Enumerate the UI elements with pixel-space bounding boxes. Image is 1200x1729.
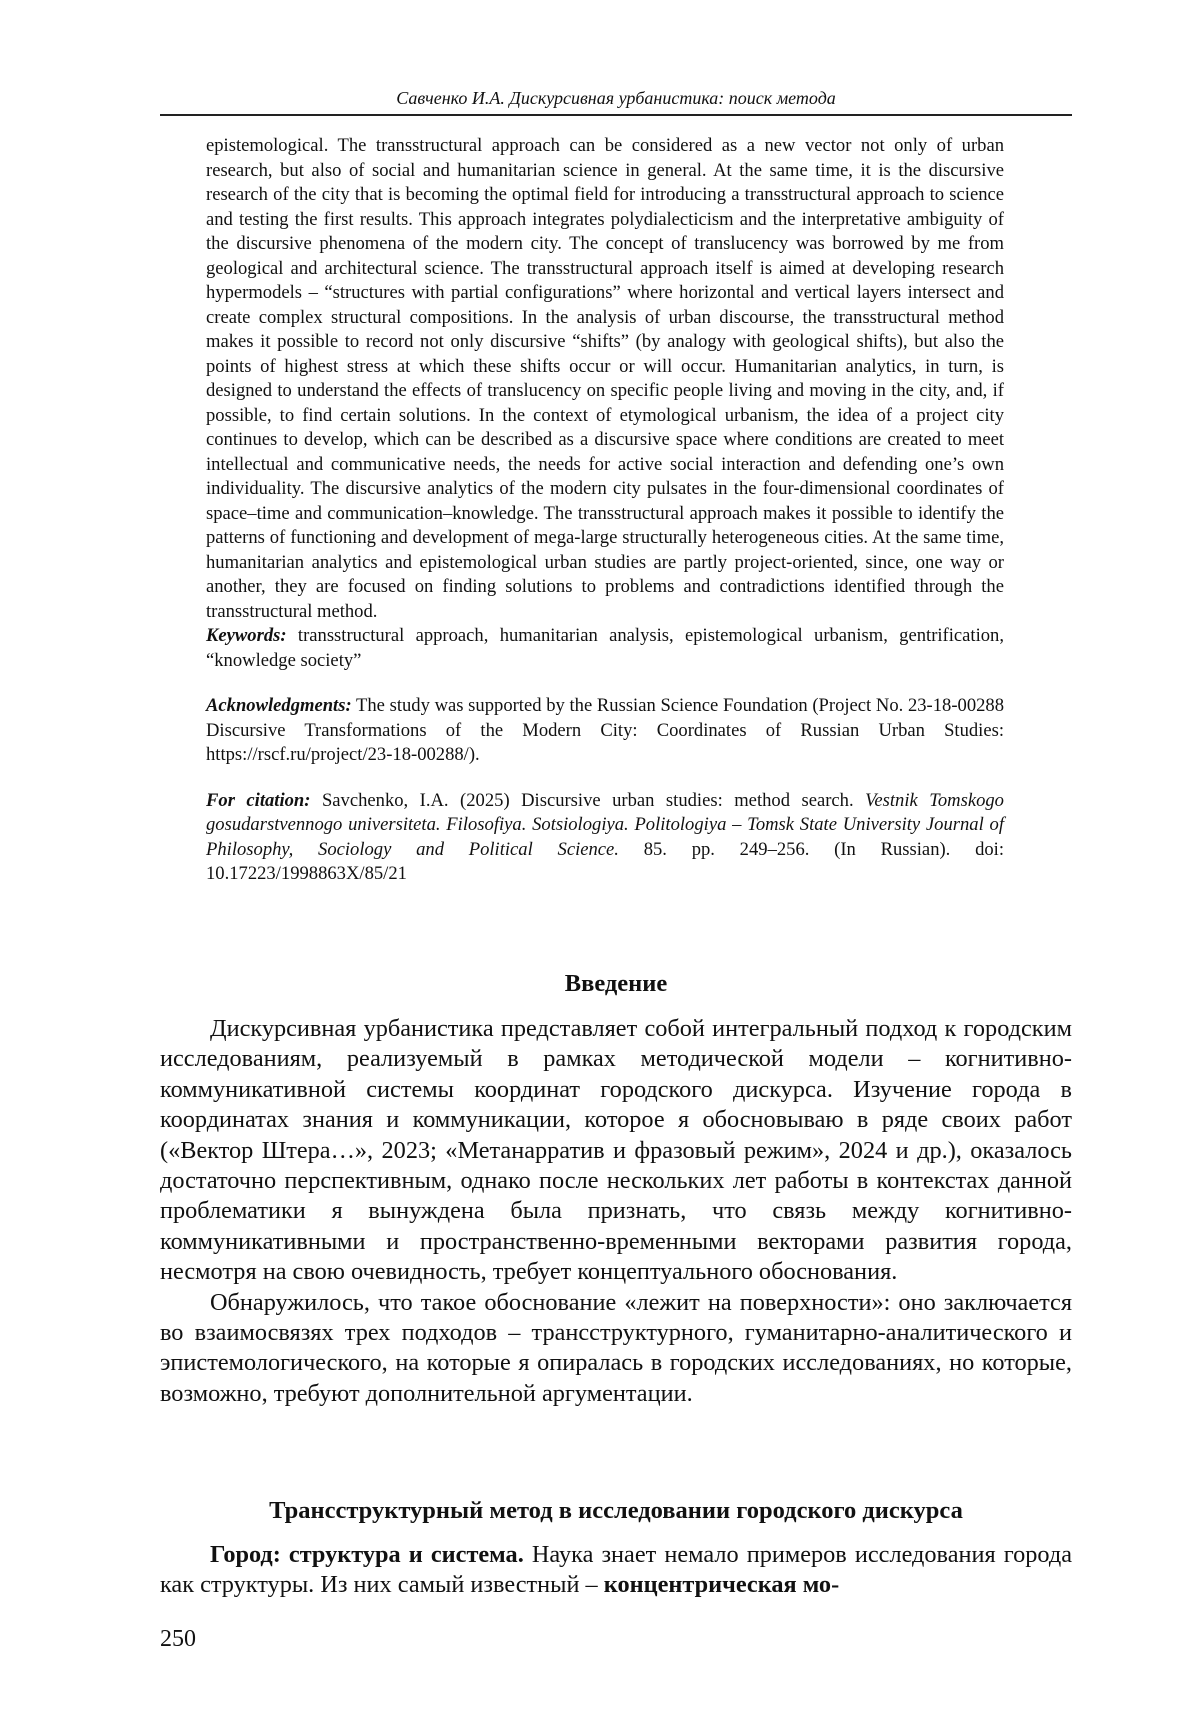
section-heading: Трансструктурный метод в исследовании городского дискурса: [269, 1497, 963, 1524]
abstract-section: [206, 134, 1004, 887]
citation-doi: (In Russian). doi: 10.17223/1998863X/85/21: [206, 838, 1004, 884]
section-text: Наука знает немало примеров исследования города как структуры. Из них самый известный –: [160, 1541, 1073, 1599]
keywords-text: transstructural approach, humanitarian analysis, epistemological urbanism, gentrification, “knowledge society”: [206, 625, 1004, 671]
citation-journal: Vestnik Tomskogo gosudarstvennogo universiteta. Filosofiya. Sotsiologiya. Politologiya – Tomsk State University Journal of Philosophy, Sociology and Political Science.: [206, 789, 1004, 860]
section-bold-end: концентрическая мо-: [603, 1571, 840, 1599]
section-lead: Город: структура и система.: [210, 1541, 524, 1568]
keywords-line: [206, 624, 1004, 673]
intro-heading: Введение: [564, 970, 668, 997]
header-rule: [160, 114, 1072, 116]
intro-body: [160, 1014, 1072, 1409]
intro-paragraph-1: Дискурсивная урбанистика представляет собой интегральный подход к городским исследованиям, реализуемый в рамках методической модели – когнитивно-коммуникативной системы координат городского дискурса. Изучение города в координатах знания и коммуникации, которое я обосновываю в ряде своих работ («Вектор Штера…», 2023; «Метанарратив и фразовый режим», 2024 и др.), оказалось достаточно перспективным, однако после нескольких лет работы в контекстах данной проблематики я вынуждена была признать, что связь между когнитивно-коммуникативными и пространственно-временными векторами развития города, несмотря на свою очевидность, требует концептуального обоснования.: [160, 1015, 1072, 1286]
section-body: [160, 1540, 1072, 1601]
keywords-label: Keywords:: [206, 625, 287, 646]
section-paragraph: [160, 1540, 1072, 1601]
acknowledgments-label: Acknowledgments:: [206, 695, 352, 716]
acknowledgments-paragraph: [206, 694, 1004, 768]
citation-paragraph: [206, 789, 1004, 887]
acknowledgments-text: The study was supported by the Russian Science Foundation (Project No. 23-18-00288 Discursive Transformations of the Modern City: Coordinates of Russian Urban Studies: https://rscf.ru/project/23-18-00288/).: [206, 695, 1005, 765]
page-number: 250: [160, 1626, 196, 1652]
citation-details: 85. pp. 249–256.: [643, 838, 810, 860]
abstract-paragraph: epistemological. The transstructural approach can be considered as a new vector not only of urban research, but also of social and humanitarian science in general. At the same time, it is the discursive research of the city that is becoming the optimal field for introducing a transstructural approach to science and testing the first results. This approach integrates polydialecticism and the interpretative ambiguity of the discursive phenomena of the modern city. The concept of translucency was borrowed by me from geological and architectural science. The transstructural approach itself is aimed at developing research hypermodels – “structures with partial configurations” where horizontal and vertical layers intersect and create complex structural compositions. In the analysis of urban discourse, the transstructural method makes it possible to record not only discursive “shifts” (by analogy with geological shifts), but also the points of highest stress at which these shifts occur or will occur. Humanitarian analytics, in turn, is designed to understand the effects of translucency on specific people living and moving in the city, and, if possible, to find certain solutions. In the context of etymological urbanism, the idea of a project city continues to develop, which can be described as a discursive space where conditions are created to meet intellectual and communicative needs, the needs for active social interaction and defending one’s own individuality. The discursive analytics of the modern city pulsates in the four-dimensional coordinates of space–time and communication–knowledge. The transstructural approach makes it possible to identify the patterns of functioning and development of mega-large structurally heterogeneous cities. At the same time, humanitarian analytics and epistemological urban studies are partly project-oriented, since, one way or another, they are focused on finding solutions to problems and contradictions identified through the transstructural method.: [206, 135, 1004, 622]
running-header: Савченко И.А. Дискурсивная урбанистика: поиск метода: [396, 88, 836, 108]
intro-paragraph-2: Обнаружилось, что такое обоснование «лежит на поверхности»: оно заключается во взаимосвязях трех подходов – трансструктурного, гуманитарно-аналитического и эпистемологического, на которые я опиралась в городских исследованиях, но которые, возможно, требуют дополнительной аргументации.: [160, 1288, 1072, 1407]
citation-label: For citation:: [206, 789, 311, 811]
citation-authors: Savchenko, I.A. (2025) Discursive urban studies: method search.: [321, 789, 854, 811]
